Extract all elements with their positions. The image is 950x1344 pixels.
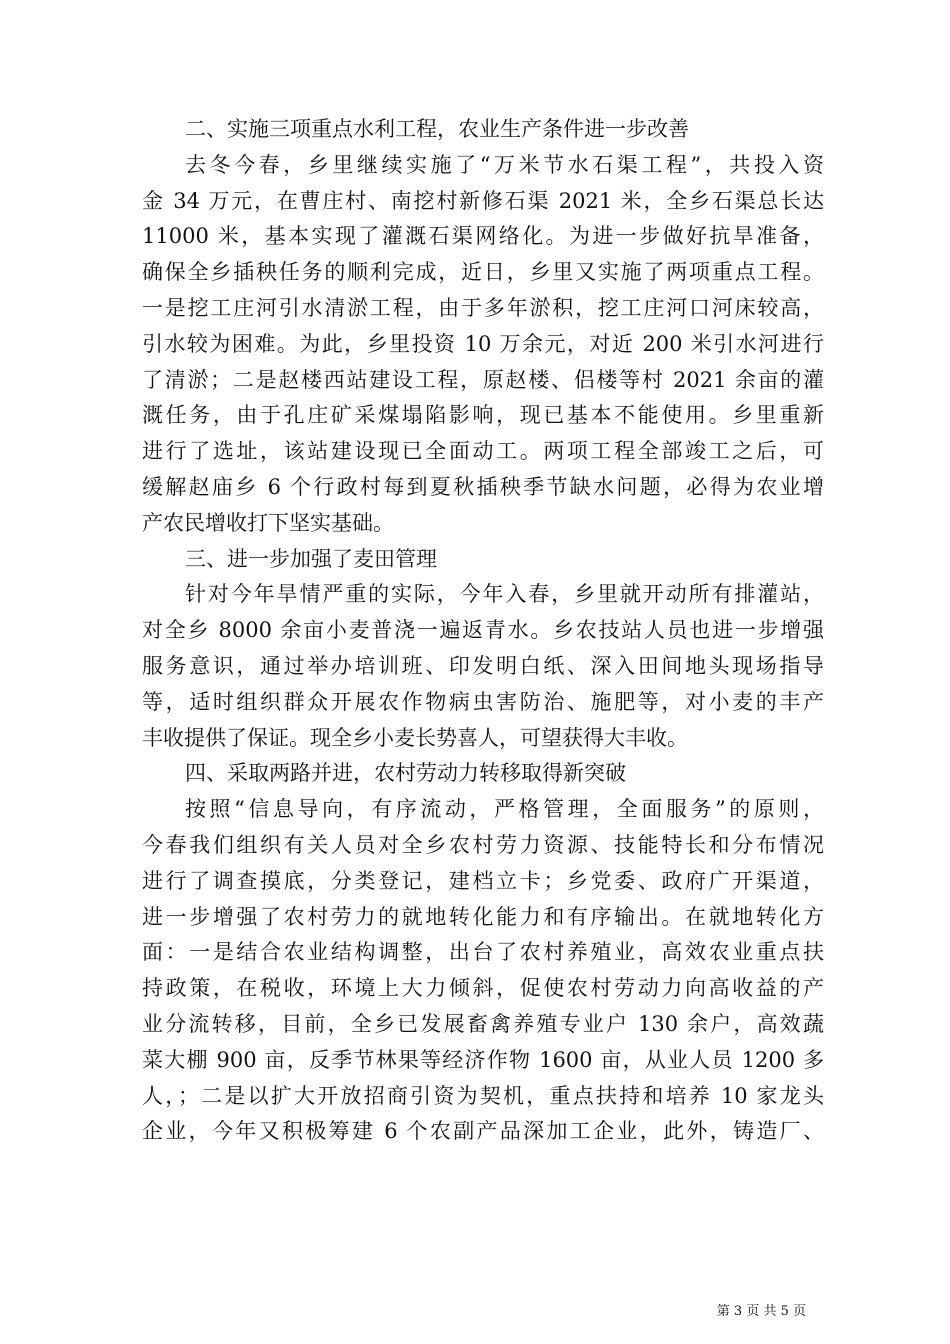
text-line: 去冬今春，乡里继续实施了“万米节水石渠工程”，共投入资 — [185, 152, 824, 177]
text-line: 三、进一步加强了麦田管理 — [185, 546, 437, 571]
text-line: 11000 米，基本实现了灌溉石渠网络化。为进一步做好抗旱准备， — [142, 224, 824, 249]
text-line: 金 34 万元，在曹庄村、南挖村新修石渠 2021 米，全乡石渠总长达 — [142, 188, 824, 213]
text-line: 丰收提供了保证。现全乡小麦长势喜人，可望获得大丰收。 — [142, 725, 688, 750]
text-line: 针对今年旱情严重的实际，今年入春，乡里就开动所有排灌站， — [185, 582, 824, 607]
text-line: 缓解赵庙乡 6 个行政村每到夏秋插秧季节缺水问题，必得为农业增 — [142, 474, 824, 499]
page-number: 第 3 页 共 5 页 — [716, 1304, 806, 1319]
text-line: 四、采取两路并进，农村劳动力转移取得新突破 — [185, 761, 626, 786]
text-line: 引水较为困难。为此，乡里投资 10 万余元，对近 200 米引水河进行 — [142, 331, 824, 356]
text-line: 人，；二是以扩大开放招商引资为契机，重点扶持和培养 10 家龙头 — [142, 1083, 824, 1108]
text-line: 一是挖工庄河引水清淤工程，由于多年淤积，挖工庄河口河床较高， — [142, 295, 824, 320]
text-line: 确保全乡插秧任务的顺利完成，近日，乡里又实施了两项重点工程。 — [142, 260, 824, 285]
text-line: 持政策，在税收，环境上大力倾斜，促使农村劳动力向高收益的产 — [142, 976, 824, 1001]
text-line: 产农民增收打下坚实基础。 — [142, 510, 394, 535]
text-line: 等，适时组织群众开展农作物病虫害防治、施肥等，对小麦的丰产 — [142, 689, 824, 714]
text-line: 企业，今年又积极筹建 6 个农副产品深加工企业，此外，铸造厂、 — [142, 1119, 824, 1144]
text-line: 溉任务，由于孔庄矿采煤塌陷影响，现已基本不能使用。乡里重新 — [142, 403, 824, 428]
text-line: 面：一是结合农业结构调整，出台了农村养殖业，高效农业重点扶 — [142, 940, 824, 965]
text-line: 进一步增强了农村劳力的就地转化能力和有序输出。在就地转化方 — [142, 904, 824, 929]
text-line: 服务意识，通过举办培训班、印发明白纸、深入田间地头现场指导 — [142, 653, 824, 678]
text-line: 按照“信息导向，有序流动，严格管理，全面服务”的原则， — [185, 797, 824, 822]
text-line: 今春我们组织有关人员对全乡农村劳力资源、技能特长和分布情况 — [142, 832, 824, 857]
text-line: 二、实施三项重点水利工程，农业生产条件进一步改善 — [185, 117, 689, 141]
text-line: 菜大棚 900 亩，反季节林果等经济作物 1600 亩，从业人员 1200 多 — [142, 1047, 824, 1072]
document-body — [142, 112, 824, 1150]
text-line: 对全乡 8000 余亩小麦普浇一遍返青水。乡农技站人员也进一步增强 — [142, 618, 824, 643]
text-line: 进行了调查摸底，分类登记，建档立卡；乡党委、政府广开渠道， — [142, 868, 824, 893]
text-line: 了清淤；二是赵楼西站建设工程，原赵楼、侣楼等村 2021 余亩的灌 — [142, 367, 824, 392]
text-line: 进行了选址，该站建设现已全面动工。两项工程全部竣工之后，可 — [142, 439, 824, 464]
text-line: 业分流转移，目前，全乡已发展畜禽养殖专业户 130 余户，高效蔬 — [142, 1011, 824, 1036]
